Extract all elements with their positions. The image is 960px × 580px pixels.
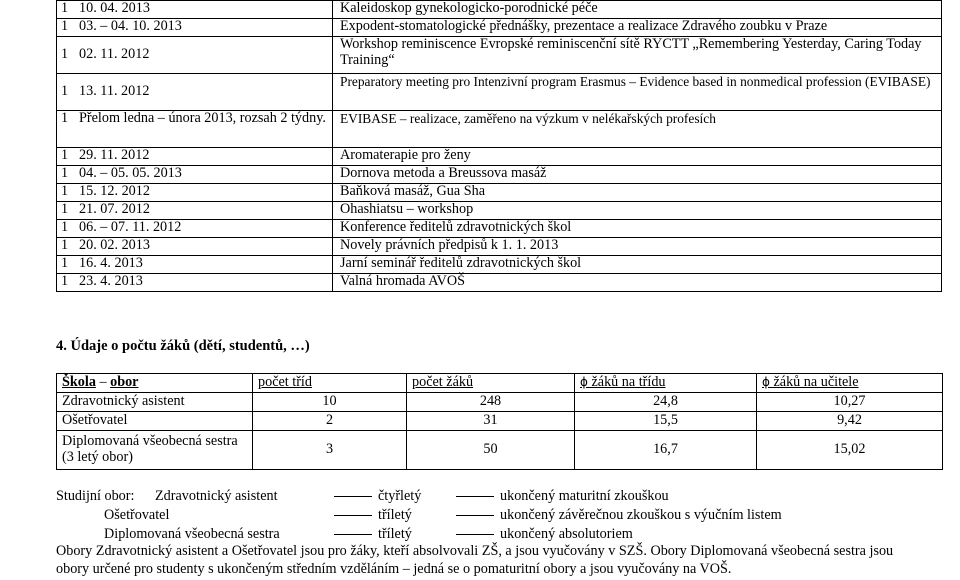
table-row: [57, 431, 943, 470]
row-date: Přelom ledna – února 2013, rozsah 2 týdny.: [79, 111, 333, 148]
cell-name: Zdravotnický asistent: [57, 393, 253, 412]
row-date: 10. 04. 2013: [79, 1, 333, 19]
table-row: [57, 148, 942, 166]
header-dash: –: [95, 374, 111, 391]
cell-classes: 3: [253, 431, 407, 470]
cell-pupils: 50: [407, 431, 575, 470]
dash-icon: [456, 496, 494, 497]
row-count: 1: [57, 202, 80, 220]
row-count: 1: [57, 274, 80, 292]
row-count: 1: [57, 1, 80, 19]
table-row: [57, 37, 942, 74]
row-count: 1: [57, 166, 80, 184]
row-event: Novely právních předpisů k 1. 1. 2013: [333, 238, 942, 256]
row-count: 1: [57, 148, 80, 166]
study-end-text: ukončený závěrečnou zkouškou s výučním listem: [500, 507, 782, 523]
row-date: 23. 4. 2013: [79, 274, 333, 292]
row-count: 1: [57, 19, 80, 37]
cell-per-class: 24,8: [575, 393, 757, 412]
study-length-text: čtyřletý: [378, 488, 422, 504]
events-table: [56, 0, 942, 292]
table-row: [57, 274, 942, 292]
cell-pupils: 248: [407, 393, 575, 412]
cell-name-line2: (3 letý obor): [62, 449, 133, 465]
row-event: EVIBASE – realizace, zaměřeno na výzkum v nelékařských profesích: [333, 111, 942, 148]
row-count: 1: [57, 238, 80, 256]
study-row: [56, 508, 946, 527]
row-date: 15. 12. 2012: [79, 184, 333, 202]
table-header-row: [57, 374, 943, 393]
row-date: 04. – 05. 05. 2013: [79, 166, 333, 184]
row-date: 06. – 07. 11. 2012: [79, 220, 333, 238]
row-event: Dornova metoda a Breussova masáž: [333, 166, 942, 184]
study-length: [334, 489, 421, 505]
row-count: 1: [57, 37, 80, 74]
notes-paragraph: [56, 544, 956, 580]
table-row: [57, 184, 942, 202]
cell-per-teacher: 10,27: [757, 393, 943, 412]
study-name: Ošetřovatel: [104, 507, 170, 523]
table-row: [57, 412, 943, 431]
row-date: 21. 07. 2012: [79, 202, 333, 220]
row-event: Kaleidoskop gynekologicko-porodnické péče: [333, 1, 942, 19]
table-row: [57, 238, 942, 256]
row-count: 1: [57, 111, 80, 148]
cell-per-teacher: 9,42: [757, 412, 943, 431]
table-row: [57, 256, 942, 274]
row-event: Expodent-stomatologické přednášky, prezentace a realizace Zdravého zoubku v Praze: [333, 19, 942, 37]
dash-icon: [334, 534, 372, 535]
study-row: [56, 489, 946, 508]
cell-name: [57, 431, 253, 470]
dash-icon: [334, 496, 372, 497]
students-table: [56, 373, 943, 470]
row-date: 02. 11. 2012: [79, 37, 333, 74]
row-event: Workshop reminiscence Evropské reminiscenční sítě RYCTT „Remembering Yesterday, Caring Today Training“: [333, 37, 942, 74]
row-date: 29. 11. 2012: [79, 148, 333, 166]
cell-classes: 10: [253, 393, 407, 412]
study-length-text: tříletý: [378, 526, 412, 542]
section-title: 4. Údaje o počtu žáků (dětí, studentů, …): [56, 338, 310, 354]
row-date: 16. 4. 2013: [79, 256, 333, 274]
notes-line: Obory Zdravotnický asistent a Ošetřovatel jsou pro žáky, kteří absolvovali ZŠ, a jsou vyučovány v SZŠ. Obory Diplomovaná všeobecná sestra jsou: [56, 543, 894, 559]
header-school: [57, 374, 253, 393]
study-end-text: ukončený absolutoriem: [500, 526, 633, 542]
row-count: 1: [57, 184, 80, 202]
study-name: Zdravotnický asistent: [155, 488, 278, 504]
study-end: [456, 527, 633, 543]
row-event: Jarní seminář ředitelů zdravotnických škol: [333, 256, 942, 274]
table-row: [57, 393, 943, 412]
dash-icon: [456, 515, 494, 516]
avg-icon: ϕ: [580, 375, 588, 390]
cell-name: Ošetřovatel: [57, 412, 253, 431]
dash-icon: [334, 515, 372, 516]
row-event: Aromaterapie pro ženy: [333, 148, 942, 166]
dash-icon: [456, 534, 494, 535]
header-per-teacher-label: žáků na učitele: [769, 374, 859, 391]
row-date: 13. 11. 2012: [79, 74, 333, 111]
study-fields: [56, 489, 946, 546]
header-pupils: počet žáků: [407, 374, 575, 393]
header-per-class: [575, 374, 757, 393]
table-row: [57, 202, 942, 220]
table-row: [57, 1, 942, 19]
row-event: Baňková masáž, Gua Sha: [333, 184, 942, 202]
table-row: [57, 220, 942, 238]
row-event: Preparatory meeting pro Intenzivní program Erasmus – Evidence based in nonmedical profession (EVIBASE): [333, 74, 942, 111]
table-row: [57, 19, 942, 37]
cell-classes: 2: [253, 412, 407, 431]
row-event: Valná hromada AVOŠ: [333, 274, 942, 292]
row-count: 1: [57, 74, 80, 111]
study-end: [456, 489, 669, 505]
header-school-label: Škola: [62, 374, 96, 391]
study-length: [334, 508, 412, 524]
study-length: [334, 527, 412, 543]
avg-icon: ϕ: [762, 375, 770, 390]
header-classes: počet tříd: [253, 374, 407, 393]
cell-per-class: 16,7: [575, 431, 757, 470]
study-name: Diplomovaná všeobecná sestra: [104, 526, 280, 542]
cell-per-teacher: 15,02: [757, 431, 943, 470]
header-per-class-label: žáků na třídu: [587, 374, 666, 391]
study-end-text: ukončený maturitní zkouškou: [500, 488, 669, 504]
header-field-label: obor: [110, 374, 139, 391]
cell-per-class: 15,5: [575, 412, 757, 431]
row-date: 20. 02. 2013: [79, 238, 333, 256]
table-row: [57, 166, 942, 184]
row-count: 1: [57, 256, 80, 274]
cell-name-line1: Diplomovaná všeobecná sestra: [62, 433, 238, 450]
row-event: Konference ředitelů zdravotnických škol: [333, 220, 942, 238]
study-end: [456, 508, 782, 524]
table-row: [57, 111, 942, 148]
study-label: Studijní obor:: [56, 488, 135, 504]
notes-line: obory určené pro studenty s ukončeným středním vzděláním – jedná se o pomaturitní obory a jsou vyučovány na VOŠ.: [56, 561, 732, 577]
row-event: Ohashiatsu – workshop: [333, 202, 942, 220]
row-date: 03. – 04. 10. 2013: [79, 19, 333, 37]
cell-pupils: 31: [407, 412, 575, 431]
header-per-teacher: [757, 374, 943, 393]
table-row: [57, 74, 942, 111]
row-count: 1: [57, 220, 80, 238]
study-length-text: tříletý: [378, 507, 412, 523]
